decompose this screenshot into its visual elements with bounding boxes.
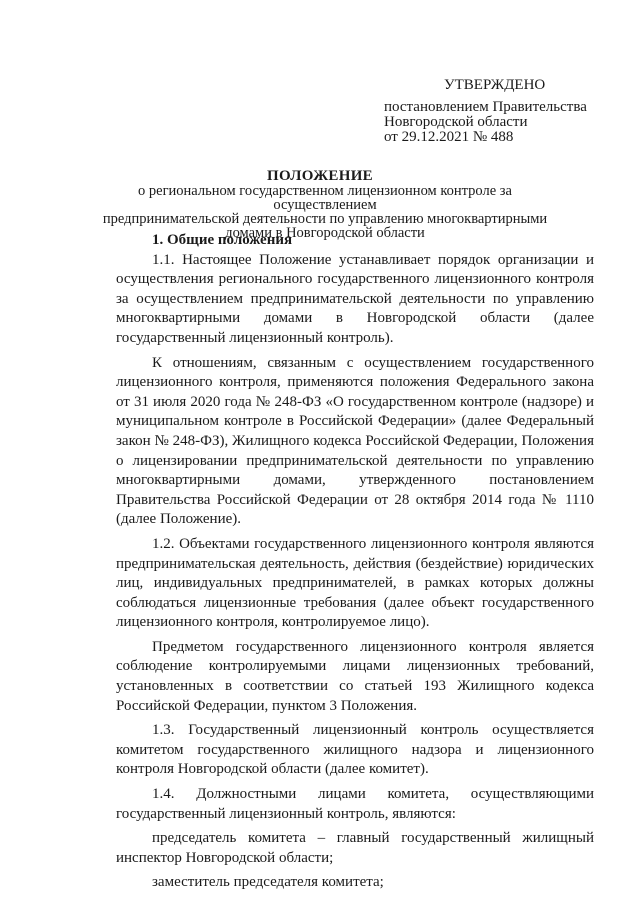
document-body (116, 231, 594, 898)
paragraph-1-3: 1.3. Государственный лицензионный контроль осуществляется комитетом государственного жилищного надзора и лицензионного контроля Новгородской области (далее комитет). (116, 722, 594, 778)
paragraph-1-2: 1.2. Объектами государственного лицензионного контроля являются предпринимательская деятельность, действия (бездействие) юридических лиц, индивидуальных предпринимателей, в рамках которых должны соблюдаться лицензионные требования (далее объект государственного лицензионного контроля, контролируемое лицо). (116, 535, 594, 631)
approval-line: Новгородской области (384, 114, 528, 130)
approval-line: постановлением Правительства (384, 99, 587, 115)
paragraph-relations: К отношениям, связанным с осуществлением государственного лицензионного контроля, применяются положения Федерального закона от 31 июля 2020 года № 248-ФЗ «О государственном контроле (надзоре) и муниципальном контроле в Российской Федерации» (далее Федеральный закон № 248-ФЗ), Жилищного кодекса Российской Федерации, Положения о лицензировании предпринимательской деятельности по управлению многоквартирными домами, утвержденного постановлением Правительства Российской Федерации от 28 октября 2014 года № 1110 (далее Положение). (116, 354, 594, 528)
section-heading: 1. Общие положения (152, 232, 293, 248)
subtitle-line: домами в Новгородской области (225, 225, 425, 241)
paragraph-1-1: 1.1. Настоящее Положение устанавливает порядок организации и осуществления регионального государственного лицензионного контроля за осуществлением предпринимательской деятельности по управлению многоквартирными домами в Новгородской области (далее государственный лицензионный контроль). (116, 251, 594, 346)
document-title: ПОЛОЖЕНИЕ (267, 168, 373, 184)
subtitle-line: о региональном государственном лицензионном контроле за осуществлением (138, 183, 512, 213)
subtitle-line: предпринимательской деятельности по управлению многоквартирными (102, 211, 548, 227)
paragraph-subject: Предметом государственного лицензионного контроля является соблюдение контролируемыми лицами лицензионных требований, установленных в соответствии со статьей 193 Жилищного кодекса Российской Федерации, пунктом 3 Положения. (116, 638, 594, 714)
approval-stamp (384, 78, 587, 145)
paragraph-deputy: заместитель председателя комитета; (152, 874, 384, 891)
approval-heading: УТВЕРЖДЕНО (444, 77, 546, 93)
paragraph-1-4: 1.4. Должностными лицами комитета, осуществляющими государственный лицензионный контроль, являются: (116, 786, 594, 822)
approval-line: от 29.12.2021 № 488 (384, 129, 514, 145)
paragraph-chairman: председатель комитета – главный государственный жилищный инспектор Новгородской области; (116, 830, 594, 866)
